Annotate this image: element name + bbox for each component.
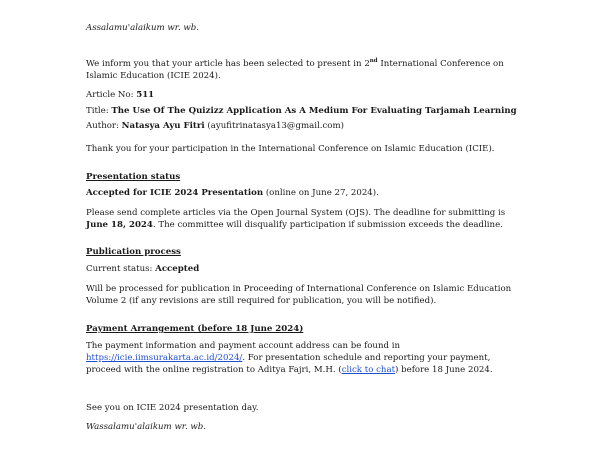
payment-paragraph — [86, 340, 526, 376]
article-number — [86, 89, 526, 101]
article-author-name: Natasya Ayu Fitri — [121, 121, 205, 131]
article-number-value: 511 — [136, 90, 155, 100]
publication-status-value: Accepted — [155, 264, 200, 274]
presentation-accepted: Accepted for ICIE 2024 Presentation — [86, 188, 264, 198]
click-to-chat-link[interactable]: click to chat — [341, 365, 396, 375]
article-title-value: The Use Of The Quizizz Application As A Medium For Evaluating Tarjamah Learning — [111, 106, 517, 116]
intro-text-1: We inform you that your article has been selected to present in 2 — [86, 59, 370, 69]
publication-status — [86, 263, 526, 275]
conference-website-link[interactable]: https://icie.iimsurakarta.ac.id/2024/ — [86, 353, 243, 363]
payment-text-1: The payment information and payment account address can be found in — [86, 341, 401, 351]
payment-text-2: . For presentation schedule and reporting your payment, proceed with the online registration to Aditya Fajri, M.H. ( — [86, 353, 491, 375]
intro-text-2: International Conference on Islamic Education (ICIE 2024). — [86, 59, 504, 81]
thanks-paragraph: Thank you for your participation in the International Conference on Islamic Education (ICIE). — [86, 144, 495, 154]
submission-text-2: . The committee will disqualify participation if submission exceeds the deadline. — [152, 220, 503, 230]
publication-paragraph: Will be processed for publication in Proceeding of International Conference on Islamic Education Volume 2 (if any revisions are still required for publication, you will be notified). — [86, 284, 512, 306]
intro-paragraph — [86, 58, 526, 82]
closing: Wassalamu'alaikum wr. wb. — [86, 422, 207, 432]
submission-text-1: Please send complete articles via the Open Journal System (OJS). The deadline for submitting is — [86, 208, 506, 218]
article-author-email: (ayufitrinatasya13@gmail.com) — [204, 121, 344, 131]
submission-paragraph — [86, 207, 526, 231]
presentation-status — [86, 187, 526, 199]
intro-superscript: nd — [369, 58, 378, 65]
article-number-label: Article No: — [86, 90, 137, 100]
presentation-heading: Presentation status — [86, 172, 181, 182]
publication-heading: Publication process — [86, 247, 181, 257]
publication-status-label: Current status: — [86, 264, 156, 274]
article-title — [86, 105, 526, 117]
see-you-text: See you on ICIE 2024 presentation day. — [86, 403, 259, 413]
submission-deadline: June 18, 2024 — [86, 220, 153, 230]
payment-heading: Payment Arrangement (before 18 June 2024) — [86, 324, 304, 334]
presentation-date: (online on June 27, 2024). — [263, 188, 379, 198]
greeting: Assalamu'alaikum wr. wb. — [86, 23, 200, 33]
article-author — [86, 120, 526, 132]
article-author-label: Author: — [86, 121, 122, 131]
payment-text-3: ) before 18 June 2024. — [395, 365, 493, 375]
article-title-label: Title: — [86, 106, 112, 116]
